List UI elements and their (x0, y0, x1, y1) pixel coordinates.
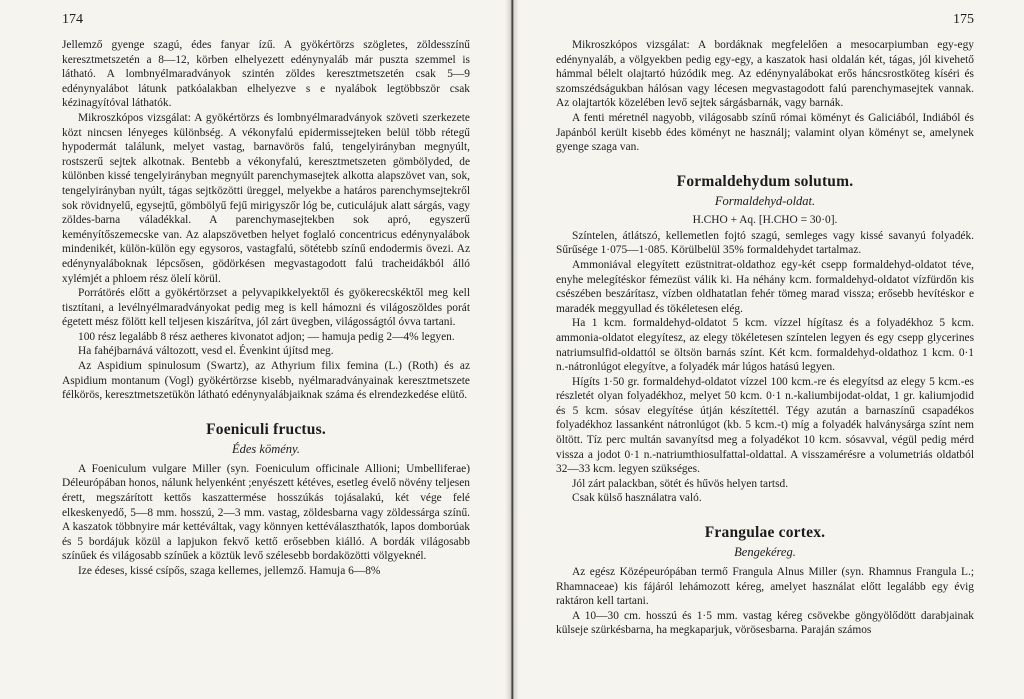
paragraph: Ha fahéjbarnává változott, vesd el. Évenkint újítsd meg. (78, 345, 334, 358)
paragraph: Ha 1 kcm. formaldehyd-oldatot 5 kcm. vízzel hígítasz és a folyadékhoz 5 kcm. ammonia-oldatot elegyítesz, az elegy tökéletesen színtelen legyen és egy csepp glycerines natriumsulfid-oldattól se öltsön barnás színt. Két kcm. formaldehyd-oldathoz 1 kcm. 0·1 n.-nátronlúgot elegyítve, a folyadék már lúgos hatású legyen. (556, 317, 974, 374)
right-page-body (556, 38, 974, 638)
section-title: Frangulae cortex. (704, 524, 826, 542)
section-subtitle: Formaldehyd-oldat. (714, 193, 816, 208)
section-subtitle: Bengekéreg. (734, 545, 796, 560)
section-subtitle: Édes kömény. (231, 441, 301, 456)
paragraph: Porrátörés előtt a gyökértörzset a pelyvapikkelyektől és gyökerecskéktől meg kell tisztítani, a levélnyélmaradványokat pedig meg is kell hámozni és világoszöldes porát égetett mész fölött kell teljesen kiszárítva, jól zárt üvegben, világosságtól óvva tartani. (62, 287, 470, 329)
paragraph: Hígíts 1·50 gr. formaldehyd-oldatot vízzel 100 kcm.-re és elegyítsd az elegy 5 kcm.-es részletét olyan folyadékhoz, melyet 50 kcm. 0·1 n.-kaliumbijodat-oldat, 1 gr. kaliumjodid és 5 kcm. sósav elegyítése útján készítettél. Tégy azután a barnaszínű csapadékos folyadékhoz lassanként nátronlúgot (kb. 5 kcm.-t) míg a folyadék halványsárga színt nem öltött. Tíz perc multán savanyítsd meg a folyadékot 10 kcm. sósavval, végül pedig mérd vissza a jodot 0·1 n.-natriumthiosulfattal-oldattal. A visszamérésre a volumetriás oldatból 32—33 kcm. legyen szükséges. (556, 375, 974, 476)
paragraph: Csak külső használatra való. (572, 492, 702, 505)
section-title: Formaldehydum solutum. (676, 172, 854, 190)
page-number-right: 175 (953, 12, 974, 27)
chemical-formula: H.CHO + Aq. [H.CHO = 30·0]. (692, 213, 838, 226)
paragraph: Jól zárt palackban, sötét és hűvös helyen tartsd. (572, 477, 789, 490)
paragraph: Mikroszkópos vizsgálat: A bordáknak megfelelően a mesocarpiumban egy-egy edénynyaláb, a völgyekben pedig egy-egy, a kaszatok hasi oldalán két, tágas, jól kivehető hámmal bélelt olajtartó húzódik meg. Az edénynyalábokat erős háncsrostköteg kíséri és szomszédságukban hálósan vagy lécesen megvastagodott falú parenchymasejtek vannak. Az olajtartók közelében levő sejtek sárgásbarnák, vagy barnák. (556, 39, 974, 110)
paragraph: Ize édeses, kissé csípős, szaga kellemes, jellemző. Hamuja 6—8% (78, 565, 381, 577)
left-page (0, 0, 508, 699)
paragraph: Az egész Középeurópában termő Frangula Alnus Miller (syn. Rhamnus Frangula L.; Rhamnaceae) kis fájáról lehámozott kéreg, amelyet használat előtt legalább egy évig raktáron kell tartani. (556, 566, 974, 608)
paragraph: Az Aspidium spinulosum (Swartz), az Athyrium filix femina (L.) (Roth) és az Aspidium montanum (Vogl) gyökértörzse kisebb, nyélmaradványainak keresztmetszete félkörös, keresztmetszetükön látható edénynyalábjaiknak száma és elrendezkedése elütő. (62, 360, 470, 402)
paragraph: Színtelen, átlátszó, kellemetlen fojtó szagú, semleges vagy kissé savanyú folyadék. Sűrűsége 1·075—1·085. Körülbelül 35% formaldehydet tartalmaz. (556, 229, 974, 257)
paragraph: Ammoniával elegyített ezüstnitrat-oldathoz egy-két csepp formaldehyd-oldatot téve, enyhe melegítéskor fémezüst válik ki. Ha néhány kcm. formaldehyd-oldatot vízfürdőn kis csészében beszárítasz, vízben oldhatatlan fehér tömeg marad vissza; erősebb hevítéskor e maradék meggyullad és tökéletesen elég. (556, 258, 974, 315)
paragraph: A Foeniculum vulgare Miller (syn. Foeniculum officinale Allioni; Umbelliferae) Déleurópában honos, nálunk helyenként ;enyészett kétéves, esetleg évelő növény teljesen érett, megszárított kettős kaszattermése hosszúkás tojásalakú, két vége felé elkeskenyedő, 5—8 mm. hosszú, 2—3 mm. vastag, zöldesbarna vagy zöldessárga színű. A kaszatok többnyire már kettéváltak, vagy könnyen kettéválaszthatók, lapos domborúak és 5 bordájuk közül a lapjukon fekvő kettő erősebben kiálló. A bordák világosabb színűek és világosabb színűek a köztük levő szélesebb bordaközötti völgyeknél. (62, 462, 470, 563)
paragraph: 100 rész legalább 8 rész aetheres kivonatot adjon; — hamuja pedig 2—4% legyen. (78, 330, 455, 343)
paragraph: Jellemző gyenge szagú, édes fanyar ízű. A gyökértörzs szögletes, zöldesszínű keresztmetszetén a 8—12, körben elhelyezett edénynyaláb már puszta szemmel is látható. A lombnyélmaradványok szintén zöldes keresztmetszetén csak 5—9 edénynyalábot látunk patkóalakban elhelyezve s e nyalábok legtöbbször csak kézinagyítóval láthatók. (62, 39, 470, 110)
paragraph: A fenti méretnél nagyobb, világosabb színű római köményt és Galiciából, Indiából és Japánból került kisebb édes köményt ne használj; valamint olyan köményt se, amelynek gyenge szaga van. (556, 111, 974, 154)
paragraph: Mikroszkópos vizsgálat: A gyökértörzs és lombnyélmaradványok szöveti szerkezete közt nincsen lényeges különbség. A vékonyfalú epidermissejteken belül több rétegű hypodermát találunk, melyet vastag, barnavörös falú, tengelyirányban megnyúlt, rostszerű sejtek alkotnak. Bentebb a vékonyfalú, keresztmetszeten gömbölyded, de különben kissé tengelyirányban megnyúlt parenchymasejtek alkotta alapszövet van, sok, tengelyirányban nyúlt, tágas sejtközötti üreggel, melyekbe a határos parenchymsejtekről sok rövidnyelű, egysejtű, gömbölyű fejű mirigyszőr lóg be, cuticulájuk alatt sárgás, vagy zöldes-barna váladékkal. A parenchymasejtekben sok apró, egyszerű keményítőszemecske van. Az alapszövetben helyet foglaló concentricus edénynyalábok mindenikét, külön-külön egy egysoros, vastagfalú, sötétebb színű endodermis övezi. Az edénynyaláboknak lépcsősen, gödörkésen megvastagodott falú tracheidákból álló xylémjét a phloem rész ölelí körül. (62, 111, 470, 285)
section-title: Foeniculi fructus. (206, 420, 326, 438)
page-number-left: 174 (62, 12, 83, 27)
left-page-body (62, 38, 470, 579)
right-page (516, 0, 1024, 699)
paragraph: A 10—30 cm. hosszú és 1·5 mm. vastag kéreg csövekbe göngyölődött darabjainak külseje szürkésbarna, ha megkaparjuk, vörösesbarna. Paraján számos (556, 609, 974, 637)
